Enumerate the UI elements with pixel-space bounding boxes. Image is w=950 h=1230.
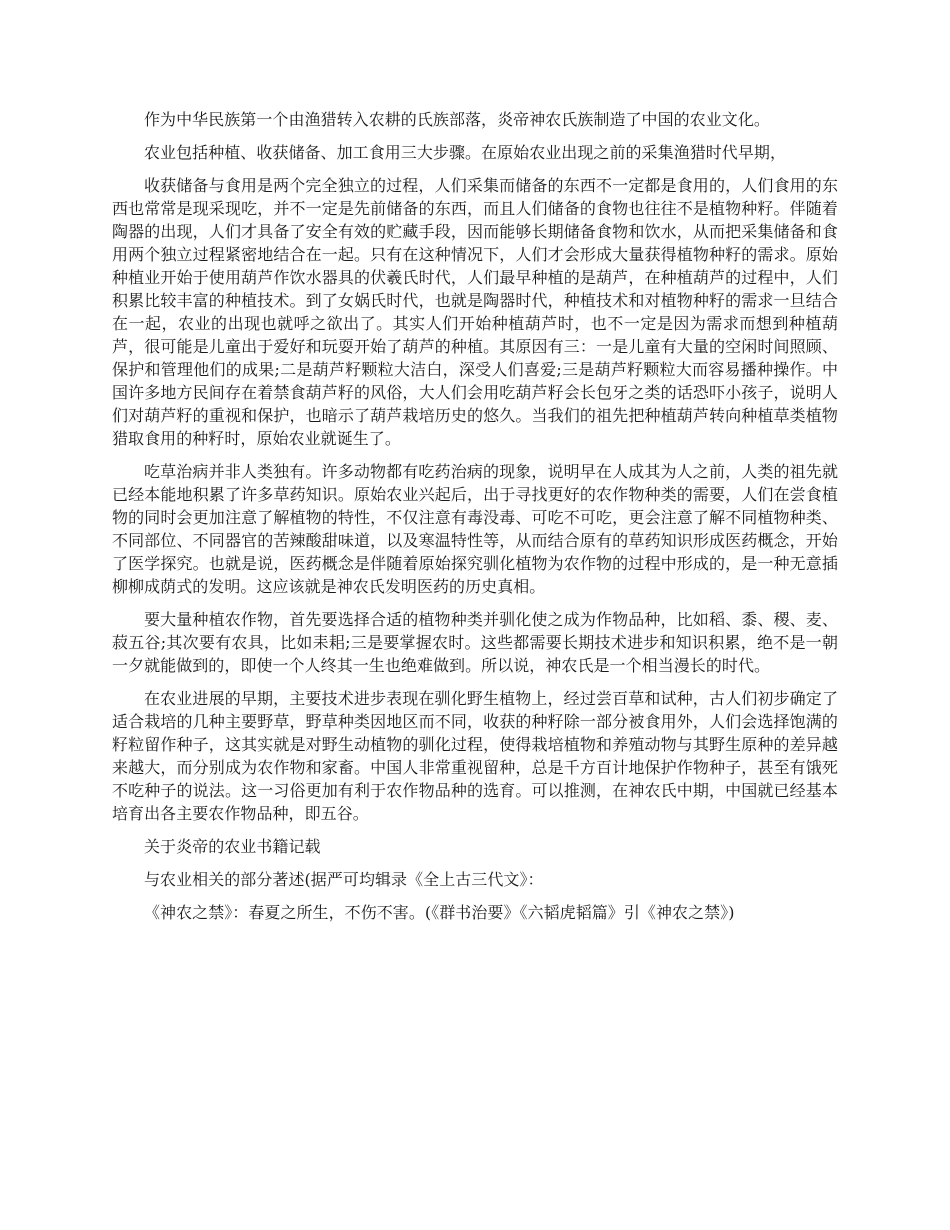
paragraph-storage-and-food: 收获储备与食用是两个完全独立的过程，人们采集而储备的东西不一定都是食用的，人们食用的东西也常常是现采现吃，并不一定是先前储备的东西，而且人们储备的食物也往往不是植物种籽。伴随着陶器的出现，人们才具备了安全有效的贮藏手段，因而能够长期储备食物和饮水，从而把采集储备和食用两个独立过程紧密地结合在一起。只有在这种情况下，人们才会形成大量获得植物种籽的需求。原始种植业开始于使用葫芦作饮水器具的伏羲氏时代，人们最早种植的是葫芦，在种植葫芦的过程中，人们积累比较丰富的种植技术。到了女娲氏时代，也就是陶器时代，种植技术和对植物种籽的需求一旦结合在一起，农业的出现也就呼之欲出了。其实人们开始种植葫芦时，也不一定是因为需求而想到种植葫芦，很可能是儿童出于爱好和玩耍开始了葫芦的种植。其原因有三：一是儿童有大量的空闲时间照顾、保护和管理他们的成果;二是葫芦籽颗粒大洁白，深受人们喜爱;三是葫芦籽颗粒大而容易播种操作。中国许多地方民间存在着禁食葫芦籽的风俗，大人们会用吃葫芦籽会长包牙之类的话恐吓小孩子，说明人们对葫芦籽的重视和保护，也暗示了葫芦栽培历史的悠久。当我们的祖先把种植葫芦转向种植草类植物猎取食用的种籽时，原始农业就诞生了。 bbox=[112, 176, 838, 448]
paragraph-crop-cultivation: 要大量种植农作物，首先要选择合适的植物种类并驯化使之成为作物品种，比如稻、黍、稷、麦、菽五谷;其次要有农具，比如耒耜;三是要掌握农时。这些都需要长期技术进步和知识积累，绝不是一朝一夕就能做到的，即使一个人终其一生也绝难做到。所以说，神农氏是一个相当漫长的时代。 bbox=[112, 610, 838, 675]
paragraph-intro: 作为中华民族第一个由渔猎转入农耕的氏族部落，炎帝神农氏族制造了中国的农业文化。 bbox=[144, 110, 770, 129]
document-body bbox=[112, 108, 838, 934]
paragraph-agriculture-steps: 农业包括种植、收获储备、加工食用三大步骤。在原始农业出现之前的采集渔猎时代早期， bbox=[144, 143, 787, 162]
paragraph-quote: 《神农之禁》：春夏之所生，不伤不害。(《群书治要》《六韬虎韬篇》引《神农之禁》) bbox=[144, 903, 735, 922]
paragraph-domestication: 在农业进展的早期，主要技术进步表现在驯化野生植物上，经过尝百草和试种，古人们初步确定了适合栽培的几种主要野草，野草种类因地区而不同，收获的种籽除一部分被食用外，人们会选择饱满的籽粒留作种子，这其实就是对野生动植物的驯化过程，使得栽培植物和养殖动物与其野生原种的差异越来越大，而分别成为农作物和家畜。中国人非常重视留种，总是千方百计地保护作物种子，甚至有饿死不吃种子的说法。这一习俗更加有利于农作物品种的选育。可以推测，在神农氏中期，中国就已经基本培育出各主要农作物品种，即五谷。 bbox=[112, 689, 838, 823]
paragraph-writings-intro: 与农业相关的部分著述(据严可均辑录《全上古三代文》： bbox=[144, 870, 544, 889]
section-heading: 关于炎帝的农业书籍记载 bbox=[144, 837, 321, 856]
paragraph-herbal-medicine: 吃草治病并非人类独有。许多动物都有吃药治病的现象，说明早在人成其为人之前，人类的祖先就已经本能地积累了许多草药知识。原始农业兴起后，出于寻找更好的农作物种类的需要，人们在尝食植物的同时会更加注意了解植物的特性，不仅注意有毒没毒、可吃不可吃，更会注意了解不同植物种类、不同部位、不同器官的苦辣酸甜味道，以及寒温特性等，从而结合原有的草药知识形成医药概念，开始了医学探究。也就是说，医药概念是伴随着原始探究驯化植物为农作物的过程中形成的，是一种无意插柳柳成荫式的发明。这应该就是神农氏发明医药的历史真相。 bbox=[112, 462, 838, 596]
